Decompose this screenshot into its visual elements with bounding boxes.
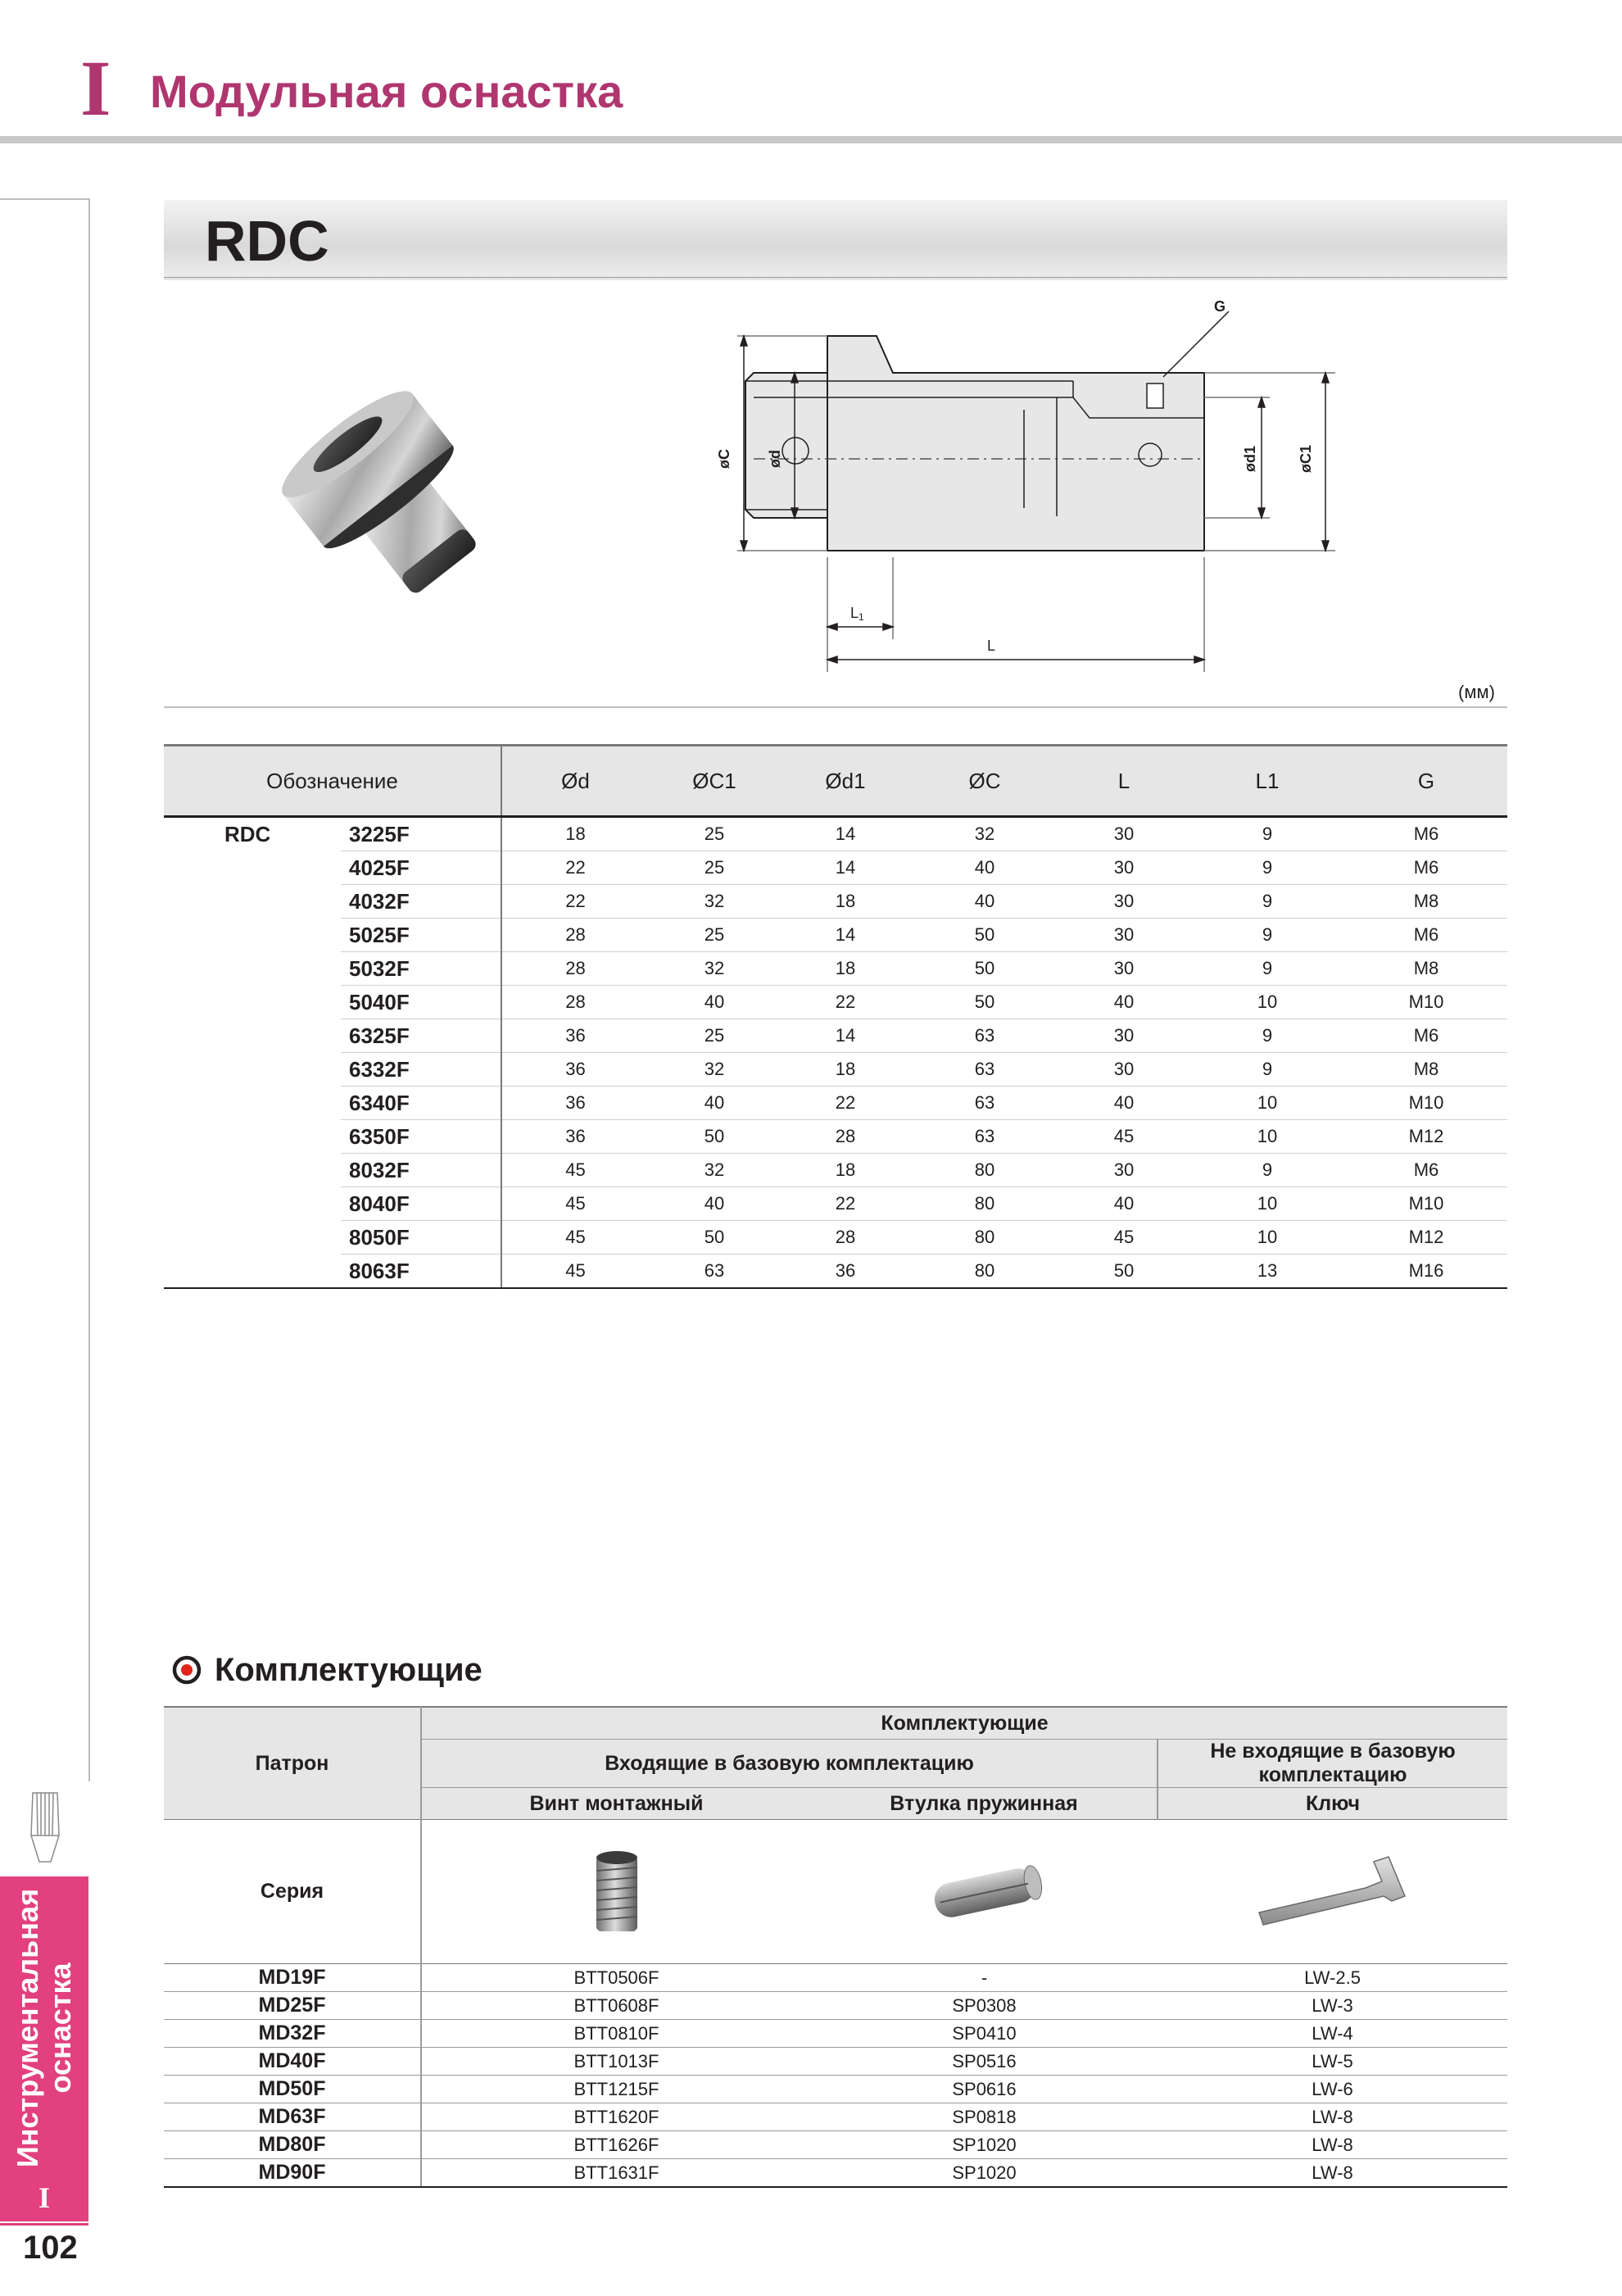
spec-row [164,1053,1507,1087]
spec-value-cell: 25 [649,817,780,851]
spec-model-cell: 3225F [341,817,501,851]
drawing-divider [164,706,1507,708]
spec-model-cell: 5040F [341,986,501,1019]
spec-value-cell: 30 [1058,1154,1189,1187]
spec-value-cell: 10 [1189,986,1345,1019]
spec-series-cell [164,919,341,952]
acc-series-cell: MD19F [164,1964,421,1992]
spec-value-cell: 30 [1058,919,1189,952]
spec-value-cell: 9 [1189,885,1345,919]
mounting-screw-image [576,1843,658,1941]
spec-value-cell: 32 [649,952,780,986]
spec-value-cell: 36 [501,1019,649,1053]
spec-value-cell: 18 [780,952,911,986]
spec-value-cell: M8 [1345,952,1507,986]
spec-header-c1: ØC1 [649,746,780,817]
sidebar-chapter-mark: I [0,2174,88,2221]
acc-header-not-included: Не входящие в базовую комплектацию [1158,1740,1507,1788]
acc-sleeve-cell: SP0516 [811,2048,1158,2076]
spec-series-cell [164,885,341,919]
acc-header-patron: Патрон [164,1707,421,1820]
acc-series-cell: MD50F [164,2076,421,2103]
acc-image-row [164,1820,1507,1964]
spec-value-cell: 9 [1189,952,1345,986]
acc-key-cell: LW-8 [1158,2131,1507,2159]
acc-key-image-cell [1158,1820,1507,1964]
spec-value-cell: 22 [780,1187,911,1221]
spec-value-cell: 28 [780,1120,911,1154]
acc-row [164,1992,1507,2020]
acc-key-cell: LW-4 [1158,2020,1507,2048]
acc-row [164,2020,1507,2048]
spec-series-cell [164,1221,341,1255]
spec-value-cell: M6 [1345,1019,1507,1053]
acc-key-cell: LW-6 [1158,2076,1507,2103]
spec-value-cell: M10 [1345,986,1507,1019]
collet-icon [26,1786,64,1868]
acc-screw-image-cell [421,1820,811,1964]
spec-header-l1: L1 [1189,746,1345,817]
spec-value-cell: 32 [649,885,780,919]
spec-value-cell: 40 [911,851,1058,885]
spec-value-cell: 80 [911,1154,1058,1187]
spec-value-cell: M6 [1345,817,1507,851]
spec-series-cell [164,1120,341,1154]
spec-row [164,1019,1507,1053]
spec-value-cell: 22 [780,1087,911,1120]
drawing-body-small [745,373,827,518]
spec-value-cell: 9 [1189,1053,1345,1087]
spec-value-cell: 50 [649,1120,780,1154]
acc-row [164,2131,1507,2159]
spec-value-cell: 18 [780,1053,911,1087]
spec-value-cell: 63 [911,1053,1058,1087]
spec-value-cell: 9 [1189,851,1345,885]
spec-value-cell: 63 [911,1087,1058,1120]
acc-series-cell: MD63F [164,2103,421,2131]
acc-series-cell: MD25F [164,1992,421,2020]
spec-value-cell: 18 [501,817,649,851]
hex-key-image [1243,1847,1423,1937]
acc-series-label: Серия [164,1820,421,1964]
spec-row [164,919,1507,952]
acc-screw-cell: BTT1013F [421,2048,811,2076]
spec-series-cell [164,851,341,885]
spec-row [164,952,1507,986]
acc-header-screw: Винт монтажный [421,1788,811,1820]
spec-series-cell [164,1053,341,1087]
chapter-mark: I [80,44,111,132]
spec-value-cell: 50 [649,1221,780,1255]
spec-value-cell: 45 [501,1187,649,1221]
page-number: 102 [23,2230,78,2266]
spec-value-cell: 10 [1189,1221,1345,1255]
spec-value-cell: 80 [911,1187,1058,1221]
spec-value-cell: 63 [911,1019,1058,1053]
product-title-banner [164,200,1507,279]
spec-value-cell: 14 [780,817,911,851]
spec-value-cell: 80 [911,1221,1058,1255]
sidebar-top-rule [0,198,90,200]
spec-value-cell: 10 [1189,1187,1345,1221]
spec-value-cell: 14 [780,919,911,952]
acc-key-cell: LW-5 [1158,2048,1507,2076]
acc-series-cell: MD32F [164,2020,421,2048]
spec-value-cell: 9 [1189,817,1345,851]
spec-value-cell: 40 [1058,1087,1189,1120]
spec-value-cell: 18 [780,1154,911,1187]
spec-value-cell: 36 [780,1255,911,1289]
spec-value-cell: M6 [1345,919,1507,952]
spec-header-c: ØC [911,746,1058,817]
spec-row [164,1154,1507,1187]
spec-model-cell: 6350F [341,1120,501,1154]
unit-note: (мм) [1458,682,1495,702]
acc-sleeve-cell: SP0616 [811,2076,1158,2103]
spec-table-body [164,817,1507,1289]
spec-value-cell: 13 [1189,1255,1345,1289]
drawing-label-g: G [1214,298,1226,315]
acc-sleeve-cell: - [811,1964,1158,1992]
spec-value-cell: 28 [501,986,649,1019]
acc-row [164,2048,1507,2076]
accessories-heading-text: Комплектующие [215,1652,483,1688]
spec-row [164,1255,1507,1289]
spec-value-cell: 28 [780,1221,911,1255]
spec-value-cell: 9 [1189,1019,1345,1053]
acc-header-sleeve: Втулка пружинная [811,1788,1158,1820]
product-photo [270,352,541,623]
spec-value-cell: M12 [1345,1120,1507,1154]
spec-value-cell: 18 [780,885,911,919]
spec-header-d: Ød [501,746,649,817]
accessories-table [164,1706,1507,2188]
sidebar-section-label: Инструментальная оснастка [11,1888,77,2168]
spec-model-cell: 6332F [341,1053,501,1087]
spec-value-cell: 30 [1058,1019,1189,1053]
acc-screw-cell: BTT0506F [421,1964,811,1992]
spec-value-cell: 32 [649,1154,780,1187]
spec-model-cell: 5032F [341,952,501,986]
spec-row [164,851,1507,885]
product-title: RDC [205,209,329,273]
spec-value-cell: 22 [501,885,649,919]
spec-value-cell: 9 [1189,1154,1345,1187]
acc-key-cell: LW-3 [1158,1992,1507,2020]
spec-series-cell [164,1087,341,1120]
spec-series-cell [164,1255,341,1289]
spec-value-cell: 40 [1058,986,1189,1019]
acc-sleeve-cell: SP0818 [811,2103,1158,2131]
spec-value-cell: 22 [501,851,649,885]
acc-series-cell: MD80F [164,2131,421,2159]
acc-row [164,2076,1507,2103]
spec-model-cell: 4032F [341,885,501,919]
acc-screw-cell: BTT0810F [421,2020,811,2048]
spec-value-cell: 14 [780,851,911,885]
spec-value-cell: 32 [911,817,1058,851]
spec-value-cell: M10 [1345,1187,1507,1221]
spec-value-cell: 25 [649,1019,780,1053]
spec-value-cell: 9 [1189,919,1345,952]
spec-row [164,1221,1507,1255]
drawing-label-c: øC [716,449,732,469]
technical-drawing [705,295,1360,672]
spec-row [164,986,1507,1019]
drawing-label-c1: øC1 [1298,444,1314,474]
spec-value-cell: 28 [501,952,649,986]
spec-series-cell [164,986,341,1019]
spec-value-cell: 30 [1058,885,1189,919]
spec-value-cell: 25 [649,919,780,952]
spec-value-cell: 63 [649,1255,780,1289]
spec-header-row [164,746,1507,817]
spec-value-cell: 50 [911,986,1058,1019]
acc-screw-cell: BTT1631F [421,2159,811,2188]
acc-row [164,2159,1507,2188]
acc-key-cell: LW-2.5 [1158,1964,1507,1992]
spec-value-cell: 28 [501,919,649,952]
spec-row [164,885,1507,919]
sidebar-section-tab [0,1876,88,2180]
acc-screw-cell: BTT1620F [421,2103,811,2131]
spec-series-cell: RDC [224,821,271,846]
spec-value-cell: M8 [1345,1053,1507,1087]
spec-model-cell: 8063F [341,1255,501,1289]
spec-model-cell: 6325F [341,1019,501,1053]
spec-model-cell: 8040F [341,1187,501,1221]
header-divider [0,136,1622,143]
spec-header-l: L [1058,746,1189,817]
banner-shadow [164,278,1507,280]
spec-value-cell: 45 [501,1255,649,1289]
acc-sleeve-cell: SP1020 [811,2131,1158,2159]
acc-row [164,1964,1507,1992]
spec-series-cell [164,1187,341,1221]
spec-value-cell: M12 [1345,1221,1507,1255]
spec-value-cell: M6 [1345,851,1507,885]
target-bullet-icon [172,1655,202,1685]
spec-value-cell: 22 [780,986,911,1019]
drawing-label-l1: L1 [850,605,864,623]
spec-row [164,1187,1507,1221]
spec-value-cell: 25 [649,851,780,885]
drawing-label-l: L [987,638,996,654]
acc-header-row-1 [164,1707,1507,1740]
acc-row [164,2103,1507,2131]
spec-value-cell: M16 [1345,1255,1507,1289]
acc-key-cell: LW-8 [1158,2103,1507,2131]
acc-series-cell: MD90F [164,2159,421,2188]
spec-series-cell [164,1019,341,1053]
spec-row [164,1087,1507,1120]
spec-value-cell: 45 [501,1154,649,1187]
spec-value-cell: 45 [1058,1221,1189,1255]
acc-screw-cell: BTT1215F [421,2076,811,2103]
spec-model-cell: 8032F [341,1154,501,1187]
acc-sleeve-cell: SP0410 [811,2020,1158,2048]
chapter-title: Модульная оснастка [150,66,623,117]
spec-value-cell: M8 [1345,885,1507,919]
spec-row [164,817,1507,851]
spec-value-cell: 36 [501,1120,649,1154]
spec-value-cell: M6 [1345,1154,1507,1187]
spec-value-cell: 36 [501,1053,649,1087]
spec-header-designation: Обозначение [164,746,501,817]
acc-key-cell: LW-8 [1158,2159,1507,2188]
acc-screw-cell: BTT1626F [421,2131,811,2159]
acc-sleeve-image-cell [811,1820,1158,1964]
spec-value-cell: 40 [911,885,1058,919]
acc-header-included: Входящие в базовую комплектацию [421,1740,1158,1788]
spec-value-cell: 10 [1189,1087,1345,1120]
spring-sleeve-image [919,1855,1050,1929]
spec-value-cell: 45 [1058,1120,1189,1154]
sidebar-rule [88,200,90,1781]
acc-screw-cell: BTT0608F [421,1992,811,2020]
spec-value-cell: 50 [1058,1255,1189,1289]
spec-value-cell: 50 [911,952,1058,986]
spec-model-cell: 4025F [341,851,501,885]
spec-value-cell: 40 [1058,1187,1189,1221]
acc-header-key: Ключ [1158,1788,1507,1820]
spec-value-cell: 40 [649,1087,780,1120]
spec-value-cell: 40 [649,1187,780,1221]
spec-value-cell: 32 [649,1053,780,1087]
spec-value-cell: 45 [501,1221,649,1255]
acc-header-group: Комплектующие [421,1707,1507,1740]
acc-series-cell: MD40F [164,2048,421,2076]
spec-header-g: G [1345,746,1507,817]
spec-model-cell: 5025F [341,919,501,952]
spec-value-cell: 36 [501,1087,649,1120]
page-header [0,0,1622,147]
spec-value-cell: 30 [1058,952,1189,986]
spec-value-cell: 30 [1058,1053,1189,1087]
accessories-table-body [164,1820,1507,2188]
spec-value-cell: 40 [649,986,780,1019]
spec-value-cell: 30 [1058,851,1189,885]
spec-value-cell: 80 [911,1255,1058,1289]
acc-sleeve-cell: SP0308 [811,1992,1158,2020]
spec-model-cell: 6340F [341,1087,501,1120]
spec-value-cell: 30 [1058,817,1189,851]
spec-series-cell [164,1154,341,1187]
spec-value-cell: 50 [911,919,1058,952]
spec-value-cell: 14 [780,1019,911,1053]
drawing-label-d1: ød1 [1242,445,1258,473]
drawing-label-d: ød [767,450,783,468]
spec-value-cell: 63 [911,1120,1058,1154]
spec-row [164,1120,1507,1154]
acc-sleeve-cell: SP1020 [811,2159,1158,2188]
spec-table [164,744,1507,1289]
spec-value-cell: M10 [1345,1087,1507,1120]
spec-value-cell: 10 [1189,1120,1345,1154]
spec-header-d1: Ød1 [780,746,911,817]
spec-series-cell [164,952,341,986]
spec-model-cell: 8050F [341,1221,501,1255]
